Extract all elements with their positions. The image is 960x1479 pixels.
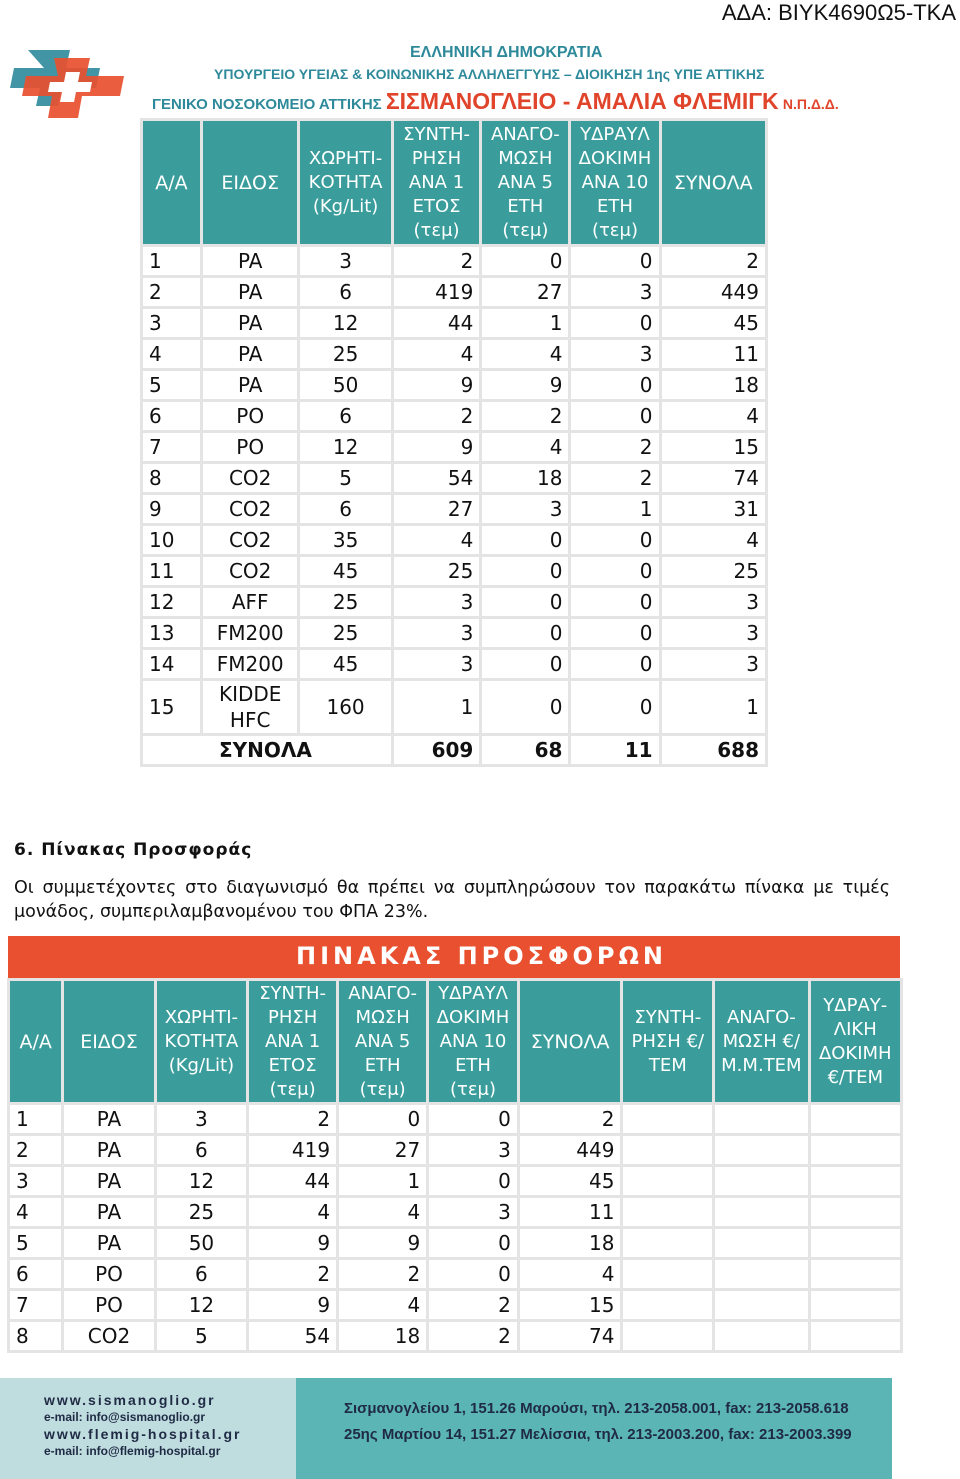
cell-maintenance: 4	[392, 525, 481, 556]
col-header-hydro-test: ΥΔΡΑΥΛ ΔΟΚΙΜΗ ΑΝΑ 10 ΕΤΗ (τεμ)	[428, 980, 519, 1104]
table-row	[9, 1321, 902, 1352]
cell-aa: 1	[9, 1104, 63, 1135]
cell-aa: 8	[9, 1321, 63, 1352]
cell-hydro-test: 0	[570, 649, 660, 680]
cell-total: 4	[660, 525, 766, 556]
cell-hydro-test: 3	[570, 277, 660, 308]
cell-hydro-test: 0	[428, 1166, 519, 1197]
cell-aa: 3	[142, 308, 202, 339]
col-header-price-refill: ΑΝΑΓΟ-ΜΩΣΗ €/Μ.Μ.ΤΕΜ	[714, 980, 809, 1104]
cell-total: 3	[660, 618, 766, 649]
col-header-price-hydro: ΥΔΡΑΥ-ΛΙΚΗ ΔΟΚΙΜΗ €/ΤΕΜ	[809, 980, 901, 1104]
table-row	[142, 277, 767, 308]
cell-maintenance: 4	[392, 339, 481, 370]
header-hospital-prefix: ΓΕΝΙΚΟ ΝΟΣΟΚΟΜΕΙΟ ΑΤΤΙΚΗΣ	[152, 96, 382, 113]
cell-refill: 4	[338, 1197, 428, 1228]
cell-aa: 6	[142, 401, 202, 432]
cell-aa: 2	[142, 277, 202, 308]
cell-total: 45	[518, 1166, 622, 1197]
cell-aa: 15	[142, 680, 202, 735]
table-row	[142, 525, 767, 556]
footer-email-flemig: e-mail: info@flemig-hospital.gr	[44, 1444, 221, 1458]
cell-capacity: 50	[155, 1228, 248, 1259]
cell-maintenance: 9	[392, 432, 481, 463]
table-row	[142, 680, 767, 735]
cell-capacity: 5	[299, 463, 392, 494]
footer-email-sismanoglio: e-mail: info@sismanoglio.gr	[44, 1410, 206, 1424]
col-header-maintenance: ΣΥΝΤΗ-ΡΗΣΗ ΑΝΑ 1 ΕΤΟΣ (τεμ)	[248, 980, 338, 1104]
col-header-type: ΕΙΔΟΣ	[201, 120, 298, 246]
cell-hydro-test: 0	[570, 618, 660, 649]
cell-capacity: 45	[299, 556, 392, 587]
cell-maintenance: 3	[392, 618, 481, 649]
cell-type: PA	[63, 1166, 155, 1197]
cell-maintenance: 44	[392, 308, 481, 339]
cell-price-refill[interactable]	[714, 1166, 809, 1197]
footer-web-sismanoglio: www.sismanoglio.gr	[44, 1392, 216, 1408]
cell-maintenance: 3	[392, 649, 481, 680]
table-row	[142, 587, 767, 618]
cell-total: 45	[660, 308, 766, 339]
cell-type: PA	[201, 339, 298, 370]
table-row	[142, 463, 767, 494]
cell-hydro-test: 0	[570, 525, 660, 556]
col-header-totals: ΣΥΝΟΛΑ	[518, 980, 622, 1104]
cell-price-refill[interactable]	[714, 1228, 809, 1259]
cell-price-hydro[interactable]	[809, 1228, 901, 1259]
cell-total: 31	[660, 494, 766, 525]
cell-aa: 5	[142, 370, 202, 401]
table-row	[9, 1259, 902, 1290]
table-row	[142, 556, 767, 587]
footer-address-marousi: Σισμανογλείου 1, 151.26 Μαρούσι, τηλ. 213-2058.001, fax: 213-2058.618	[344, 1400, 849, 1417]
table-row	[9, 1197, 902, 1228]
cell-price-refill[interactable]	[714, 1290, 809, 1321]
cell-hydro-test: 0	[570, 401, 660, 432]
col-header-price-maintenance: ΣΥΝΤΗ-ΡΗΣΗ €/ ΤΕΜ	[622, 980, 714, 1104]
header-republic: ΕΛΛΗΝΙΚΗ ΔΗΜΟΚΡΑΤΙΑ	[410, 44, 603, 61]
cell-capacity: 160	[299, 680, 392, 735]
cell-maintenance: 1	[392, 680, 481, 735]
cell-maintenance: 9	[248, 1290, 338, 1321]
cell-refill: 4	[481, 339, 570, 370]
cell-capacity: 35	[299, 525, 392, 556]
grand-total: 688	[660, 735, 766, 766]
section-intro: Οι συμμετέχοντες στο διαγωνισμό θα πρέπει να συμπληρώσουν τον παρακάτω πίνακα με τιμές μονάδος, συμπεριλαμβανομένου του ΦΠΑ 23%.	[14, 878, 890, 922]
table-row	[142, 308, 767, 339]
cell-type: PA	[201, 277, 298, 308]
cell-aa: 2	[9, 1135, 63, 1166]
table-row	[142, 494, 767, 525]
cell-price-refill[interactable]	[714, 1259, 809, 1290]
cell-refill: 0	[481, 525, 570, 556]
offers-table	[7, 978, 903, 1353]
cell-aa: 7	[142, 432, 202, 463]
cell-refill: 0	[338, 1104, 428, 1135]
cell-type: CO2	[63, 1321, 155, 1352]
cell-price-refill[interactable]	[714, 1197, 809, 1228]
footer-addresses	[296, 1378, 892, 1479]
cell-hydro-test: 2	[428, 1321, 519, 1352]
cell-hydro-test: 0	[570, 246, 660, 277]
cell-hydro-test: 0	[570, 556, 660, 587]
cell-capacity: 50	[299, 370, 392, 401]
fire-extinguisher-table	[140, 118, 768, 767]
cell-capacity: 12	[299, 432, 392, 463]
cell-maintenance: 4	[248, 1197, 338, 1228]
cell-price-hydro[interactable]	[809, 1321, 901, 1352]
table-row	[9, 1228, 902, 1259]
cell-price-maintenance[interactable]	[622, 1166, 714, 1197]
cell-capacity: 12	[299, 308, 392, 339]
cell-refill: 2	[481, 401, 570, 432]
col-header-aa: Α/Α	[9, 980, 63, 1104]
cell-refill: 9	[338, 1228, 428, 1259]
table-row	[9, 1104, 902, 1135]
totals-row	[142, 735, 767, 766]
col-header-hydro-test: ΥΔΡΑΥΛ ΔΟΚΙΜΗ ΑΝΑ 10 ΕΤΗ (τεμ)	[570, 120, 660, 246]
cell-aa: 10	[142, 525, 202, 556]
section-title: 6. Πίνακας Προσφοράς	[14, 840, 253, 860]
cell-maintenance: 9	[392, 370, 481, 401]
cell-hydro-test: 3	[428, 1197, 519, 1228]
cell-hydro-test: 0	[428, 1228, 519, 1259]
cell-total: 2	[518, 1104, 622, 1135]
cell-capacity: 6	[299, 401, 392, 432]
cell-price-hydro[interactable]	[809, 1290, 901, 1321]
footer-address-melissia: 25ης Μαρτίου 14, 151.27 Μελίσσια, τηλ. 213-2003.200, fax: 213-2003.399	[344, 1426, 852, 1443]
cell-price-maintenance[interactable]	[622, 1259, 714, 1290]
cell-total: 1	[660, 680, 766, 735]
offers-banner	[8, 936, 900, 978]
cell-refill: 0	[481, 680, 570, 735]
cell-type: PA	[63, 1197, 155, 1228]
cell-hydro-test: 1	[570, 494, 660, 525]
cell-hydro-test: 0	[428, 1259, 519, 1290]
cell-price-hydro[interactable]	[809, 1104, 901, 1135]
table-row	[142, 618, 767, 649]
cell-type: PO	[63, 1290, 155, 1321]
cell-hydro-test: 0	[428, 1104, 519, 1135]
cell-type: PA	[63, 1135, 155, 1166]
cell-refill: 0	[481, 649, 570, 680]
cell-aa: 11	[142, 556, 202, 587]
cell-total: 18	[660, 370, 766, 401]
cell-total: 449	[518, 1135, 622, 1166]
footer-web-flemig: www.flemig-hospital.gr	[44, 1426, 242, 1442]
col-header-type: ΕΙΔΟΣ	[63, 980, 155, 1104]
cell-hydro-test: 0	[570, 370, 660, 401]
ada-code: ΑΔΑ: ΒΙΥΚ4690Ω5-ΤΚΑ	[721, 0, 956, 25]
cell-price-maintenance[interactable]	[622, 1321, 714, 1352]
total-refill: 68	[481, 735, 570, 766]
cell-price-maintenance[interactable]	[622, 1290, 714, 1321]
cell-capacity: 25	[155, 1197, 248, 1228]
table-row	[142, 246, 767, 277]
col-header-refill: ΑΝΑΓΟ-ΜΩΣΗ ΑΝΑ 5 ΕΤΗ (τεμ)	[338, 980, 428, 1104]
cell-hydro-test: 2	[428, 1290, 519, 1321]
cell-capacity: 25	[299, 339, 392, 370]
cell-type: CO2	[201, 494, 298, 525]
cell-refill: 9	[481, 370, 570, 401]
cell-maintenance: 2	[248, 1259, 338, 1290]
cell-maintenance: 419	[392, 277, 481, 308]
cell-maintenance: 54	[392, 463, 481, 494]
cell-refill: 2	[338, 1259, 428, 1290]
col-header-refill: ΑΝΑΓΟ-ΜΩΣΗ ΑΝΑ 5 ΕΤΗ (τεμ)	[481, 120, 570, 246]
cell-hydro-test: 3	[428, 1135, 519, 1166]
cell-aa: 8	[142, 463, 202, 494]
cell-type: FM200	[201, 649, 298, 680]
table-row	[9, 1135, 902, 1166]
cell-price-hydro[interactable]	[809, 1197, 901, 1228]
cell-total: 11	[518, 1197, 622, 1228]
cell-refill: 0	[481, 618, 570, 649]
cell-refill: 1	[481, 308, 570, 339]
cell-type: PO	[201, 401, 298, 432]
cell-total: 18	[518, 1228, 622, 1259]
hospital-cross-logo-icon	[8, 44, 130, 124]
cell-hydro-test: 3	[570, 339, 660, 370]
cell-maintenance: 27	[392, 494, 481, 525]
cell-hydro-test: 0	[570, 308, 660, 339]
cell-type: KIDDE HFC	[201, 680, 298, 735]
cell-type: PA	[201, 308, 298, 339]
col-header-maintenance: ΣΥΝΤΗ-ΡΗΣΗ ΑΝΑ 1 ΕΤΟΣ (τεμ)	[392, 120, 481, 246]
cell-type: PA	[201, 370, 298, 401]
cell-aa: 1	[142, 246, 202, 277]
cell-capacity: 12	[155, 1290, 248, 1321]
col-header-capacity: ΧΩΡΗΤΙ-ΚΟΤΗΤΑ (Kg/Lit)	[299, 120, 392, 246]
cell-refill: 1	[338, 1166, 428, 1197]
table-row	[142, 432, 767, 463]
table-row	[142, 339, 767, 370]
cell-capacity: 6	[155, 1135, 248, 1166]
cell-refill: 0	[481, 556, 570, 587]
cell-capacity: 3	[299, 246, 392, 277]
cell-hydro-test: 2	[570, 463, 660, 494]
cell-type: CO2	[201, 525, 298, 556]
cell-maintenance: 2	[392, 246, 481, 277]
cell-refill: 0	[481, 587, 570, 618]
cell-total: 11	[660, 339, 766, 370]
table-row	[142, 649, 767, 680]
table-row	[142, 401, 767, 432]
cell-refill: 18	[338, 1321, 428, 1352]
cell-maintenance: 25	[392, 556, 481, 587]
cell-price-refill[interactable]	[714, 1321, 809, 1352]
cell-price-hydro[interactable]	[809, 1166, 901, 1197]
total-hydro-test: 11	[570, 735, 660, 766]
cell-total: 15	[660, 432, 766, 463]
col-header-totals: ΣΥΝΟΛΑ	[660, 120, 766, 246]
totals-label: ΣΥΝΟΛΑ	[142, 735, 393, 766]
cell-total: 449	[660, 277, 766, 308]
cell-aa: 7	[9, 1290, 63, 1321]
cell-price-maintenance[interactable]	[622, 1197, 714, 1228]
cell-refill: 4	[481, 432, 570, 463]
cell-total: 74	[660, 463, 766, 494]
cell-maintenance: 2	[248, 1104, 338, 1135]
col-header-capacity: ΧΩΡΗΤΙ-ΚΟΤΗΤΑ (Kg/Lit)	[155, 980, 248, 1104]
cell-total: 3	[660, 649, 766, 680]
cell-type: CO2	[201, 556, 298, 587]
cell-type: FM200	[201, 618, 298, 649]
cell-maintenance: 44	[248, 1166, 338, 1197]
cell-type: PA	[63, 1228, 155, 1259]
cell-capacity: 6	[299, 277, 392, 308]
cell-type: PA	[63, 1104, 155, 1135]
col-header-aa: Α/Α	[142, 120, 202, 246]
header-hospital-suffix: Ν.Π.Δ.Δ.	[782, 96, 839, 112]
table-header-row	[9, 980, 902, 1104]
cell-refill: 4	[338, 1290, 428, 1321]
cell-total: 15	[518, 1290, 622, 1321]
cell-price-hydro[interactable]	[809, 1135, 901, 1166]
cell-capacity: 3	[155, 1104, 248, 1135]
cell-total: 74	[518, 1321, 622, 1352]
cell-price-refill[interactable]	[714, 1135, 809, 1166]
table-header-row	[142, 120, 767, 246]
header-ministry: ΥΠΟΥΡΓΕΙΟ ΥΓΕΙΑΣ & ΚΟΙΝΩΝΙΚΗΣ ΑΛΛΗΛΕΓΓΥΗΣ – ΔΙΟΙΚΗΣΗ 1ης ΥΠΕ ΑΤΤΙΚΗΣ	[214, 66, 765, 82]
cell-aa: 14	[142, 649, 202, 680]
header-hospital	[152, 88, 839, 115]
cell-capacity: 6	[299, 494, 392, 525]
cell-hydro-test: 2	[570, 432, 660, 463]
cell-type: PO	[63, 1259, 155, 1290]
cell-aa: 6	[9, 1259, 63, 1290]
total-maintenance: 609	[392, 735, 481, 766]
cell-type: PO	[201, 432, 298, 463]
cell-capacity: 25	[299, 587, 392, 618]
cell-aa: 12	[142, 587, 202, 618]
cell-total: 2	[660, 246, 766, 277]
table-row	[142, 370, 767, 401]
cell-total: 4	[518, 1259, 622, 1290]
cell-total: 25	[660, 556, 766, 587]
table-row	[9, 1290, 902, 1321]
cell-hydro-test: 0	[570, 680, 660, 735]
cell-price-hydro[interactable]	[809, 1259, 901, 1290]
cell-price-maintenance[interactable]	[622, 1135, 714, 1166]
header-hospital-name: ΣΙΣΜΑΝΟΓΛΕΙΟ - ΑΜΑΛΙΑ ΦΛΕΜΙΓΚ	[385, 88, 779, 114]
cell-capacity: 5	[155, 1321, 248, 1352]
cell-refill: 18	[481, 463, 570, 494]
cell-maintenance: 54	[248, 1321, 338, 1352]
offers-banner-title: ΠΙΝΑΚΑΣ ΠΡΟΣΦΟΡΩΝ	[296, 942, 667, 970]
cell-aa: 5	[9, 1228, 63, 1259]
cell-refill: 0	[481, 246, 570, 277]
cell-refill: 27	[481, 277, 570, 308]
cell-maintenance: 2	[392, 401, 481, 432]
cell-maintenance: 3	[392, 587, 481, 618]
cell-price-maintenance[interactable]	[622, 1228, 714, 1259]
cell-aa: 4	[142, 339, 202, 370]
table-row	[9, 1166, 902, 1197]
cell-aa: 13	[142, 618, 202, 649]
cell-capacity: 25	[299, 618, 392, 649]
cell-total: 4	[660, 401, 766, 432]
cell-price-refill[interactable]	[714, 1104, 809, 1135]
cell-refill: 3	[481, 494, 570, 525]
cell-aa: 9	[142, 494, 202, 525]
cell-type: PA	[201, 246, 298, 277]
cell-refill: 27	[338, 1135, 428, 1166]
cell-maintenance: 419	[248, 1135, 338, 1166]
cell-type: CO2	[201, 463, 298, 494]
cell-capacity: 12	[155, 1166, 248, 1197]
cell-aa: 4	[9, 1197, 63, 1228]
cell-hydro-test: 0	[570, 587, 660, 618]
cell-type: AFF	[201, 587, 298, 618]
cell-price-maintenance[interactable]	[622, 1104, 714, 1135]
cell-aa: 3	[9, 1166, 63, 1197]
cell-capacity: 6	[155, 1259, 248, 1290]
cell-capacity: 45	[299, 649, 392, 680]
cell-maintenance: 9	[248, 1228, 338, 1259]
footer-contacts	[0, 1378, 296, 1479]
cell-total: 3	[660, 587, 766, 618]
